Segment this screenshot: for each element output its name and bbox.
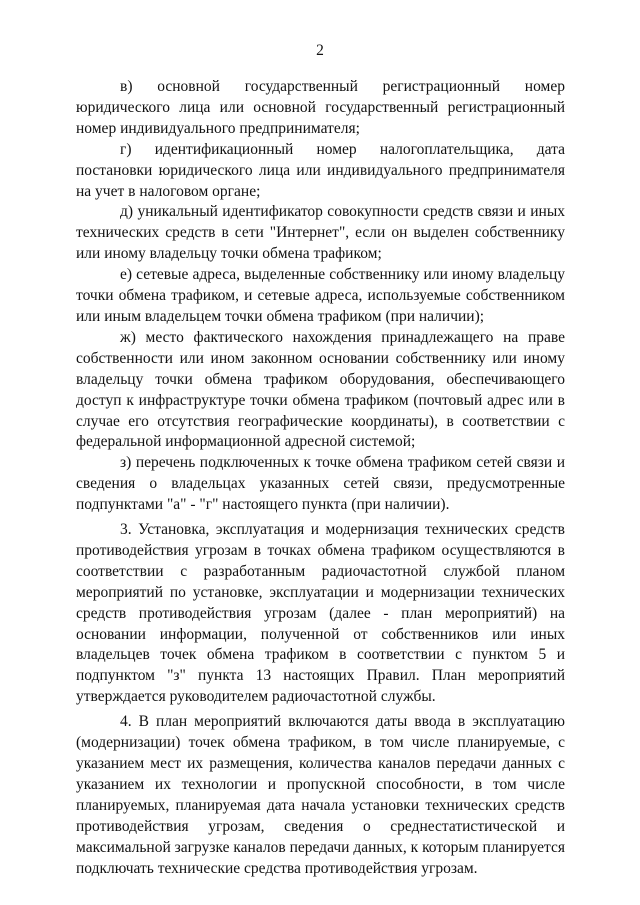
paragraph-item-v: в) основной государственный регистрационный номер юридического лица или основной государственный регистрационный номер индивидуального предпринимателя; <box>76 78 565 137</box>
paragraph-section-4: 4. В план мероприятий включаются даты ввода в эксплуатацию (модернизации) точек обмена трафиком, в том числе планируемые, с указанием мест их размещения, количества каналов передачи данных с указанием их технологии и пропускной способности, в том числе планируемых, планируемая дата начала установки технических средств противодействия угрозам, сведения о среднестатистической и максимальной загрузке каналов передачи данных, к которым планируется подключать технические средства противодействия угрозам. <box>76 713 565 877</box>
paragraph-section-3: 3. Установка, эксплуатация и модернизация технических средств противодействия угрозам в точках обмена трафиком осуществляются в соответствии с разработанным радиочастотной службой планом мероприятий по установке, эксплуатации и модернизации технических средств противодействия угрозам (далее - план мероприятий) на основании информации, полученной от собственников или иных владельцев точек обмена трафиком в соответствии с пунктом 5 и подпунктом "з" пункта 13 настоящих Правил. План мероприятий утверждается руководителем радиочастотной службы. <box>76 521 565 706</box>
paragraph-item-d: д) уникальный идентификатор совокупности средств связи и иных технических средств в сети "Интернет", если он выделен собственнику или иному владельцу точки обмена трафиком; <box>76 203 565 263</box>
document-body <box>76 77 565 879</box>
paragraph-item-zh: ж) место фактического нахождения принадлежащего на праве собственности или ином законном основании собственнику или иному владельцу точки обмена трафиком оборудования, обеспечивающего доступ к инфраструктуре точки обмена трафиком (почтовый адрес или в случае его отсутствия географические координаты), в соответствии с федеральной информационной адресной системой; <box>76 328 565 451</box>
paragraph-item-g: г) идентификационный номер налогоплательщика, дата постановки юридического лица или индивидуального предпринимателя на учет в налоговом органе; <box>76 140 565 200</box>
paragraph-item-z: з) перечень подключенных к точке обмена трафиком сетей связи и сведения о владельцах указанных сетей связи, предусмотренные подпунктами "а" - "г" настоящего пункта (при наличии). <box>76 454 565 514</box>
paragraph-item-e: е) сетевые адреса, выделенные собственнику или иному владельцу точки обмена трафиком, и сетевые адреса, используемые собственником или иным владельцем точки обмена трафиком (при наличии); <box>76 266 565 325</box>
page-number: 2 <box>316 42 324 59</box>
